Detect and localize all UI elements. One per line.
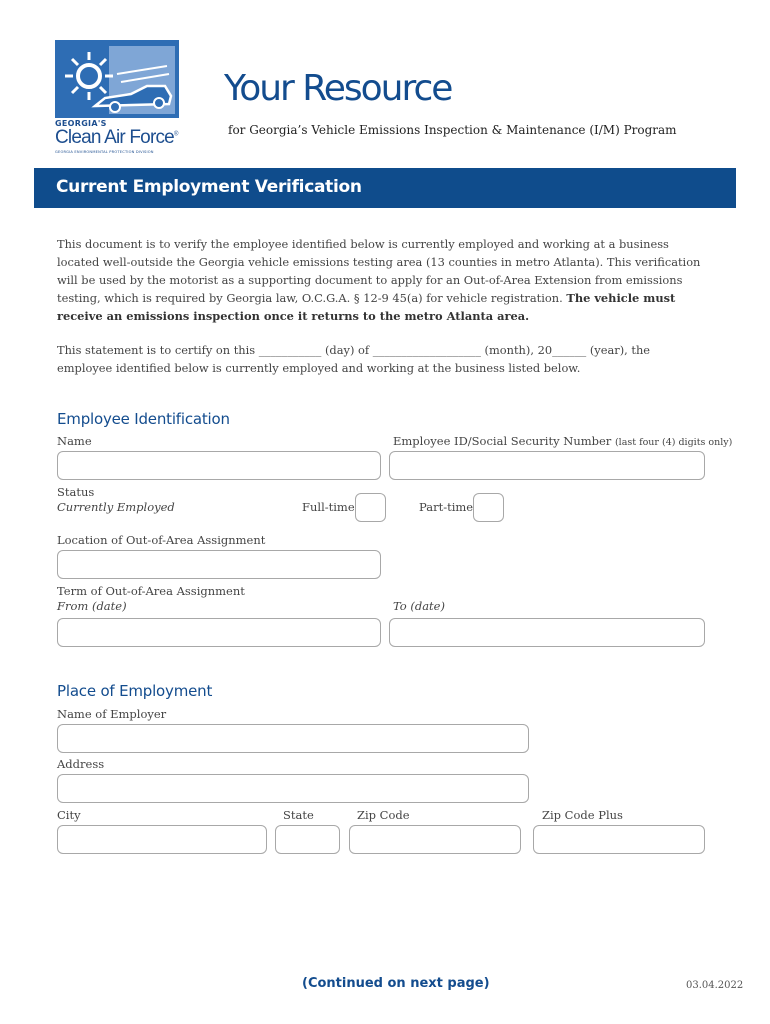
zip-code-plus-input[interactable] [533,825,705,854]
logo-sub-text: GEORGIA ENVIRONMENTAL PROTECTION DIVISION [55,150,154,154]
place-of-employment-heading: Place of Employment [57,682,213,700]
zip-code-label: Zip Code [357,808,410,822]
intro-paragraph: This document is to verify the employee identified below is currently employed and working at a business located well-outside the Georgia vehicle emissions testing area (13 counties in metro Atlanta). This verification will be used by the motorist as a supporting document to apply for an Out-of-Area Extension from emissions testing, which is required by Georgia law, O.C.G.A. § 12-9 45(a) for vehicle registration. The vehicle must receive an emissions inspection once it returns to the metro Atlanta area. [57,237,701,323]
name-label: Name [57,434,92,448]
parttime-checkbox[interactable] [473,493,504,522]
banner-title: Current Employment Verification [56,177,362,197]
status-sub-label: Currently Employed [57,500,175,514]
from-date-label: From (date) [57,599,127,613]
zip-code-input[interactable] [349,825,521,854]
state-input[interactable] [275,825,340,854]
employee-id-label: Employee ID/Social Security Number (last four (4) digits only) [393,434,733,448]
status-label: Status [57,485,95,499]
statement-paragraph: This statement is to certify on this ___________ (day) of ___________________ (month), 20______ (year), the employee identified below is currently employed and working at the business listed below. [57,343,651,375]
revision-date: 03.04.2022 [686,980,744,991]
address-input[interactable] [57,774,529,803]
logo-sun-car-icon [55,40,179,118]
city-input[interactable] [57,825,267,854]
address-label: Address [57,757,105,771]
from-date-input[interactable] [57,618,381,647]
logo-main-text: Clean Air Force® [55,127,178,148]
to-date-input[interactable] [389,618,705,647]
location-input[interactable] [57,550,381,579]
city-label: City [57,808,81,822]
employer-name-label: Name of Employer [57,707,167,721]
fulltime-label: Full-time [302,500,355,514]
zip-code-plus-label: Zip Code Plus [542,808,623,822]
parttime-label: Part-time [419,500,474,514]
employer-name-input[interactable] [57,724,529,753]
page-title: Your Resource [224,68,452,109]
logo-top-text: GEORGIA'S [55,119,107,128]
location-label: Location of Out-of-Area Assignment [57,533,266,547]
page-subtitle: for Georgia’s Vehicle Emissions Inspection & Maintenance (I/M) Program [228,123,677,137]
employee-identification-heading: Employee Identification [57,410,230,428]
fulltime-checkbox[interactable] [355,493,386,522]
name-input[interactable] [57,451,381,480]
continued-note: (Continued on next page) [302,976,490,991]
to-date-label: To (date) [393,599,445,613]
term-label: Term of Out-of-Area Assignment [57,584,245,598]
state-label: State [283,808,314,822]
employee-id-input[interactable] [389,451,705,480]
clean-air-force-logo [55,40,183,155]
section-banner [34,168,736,208]
